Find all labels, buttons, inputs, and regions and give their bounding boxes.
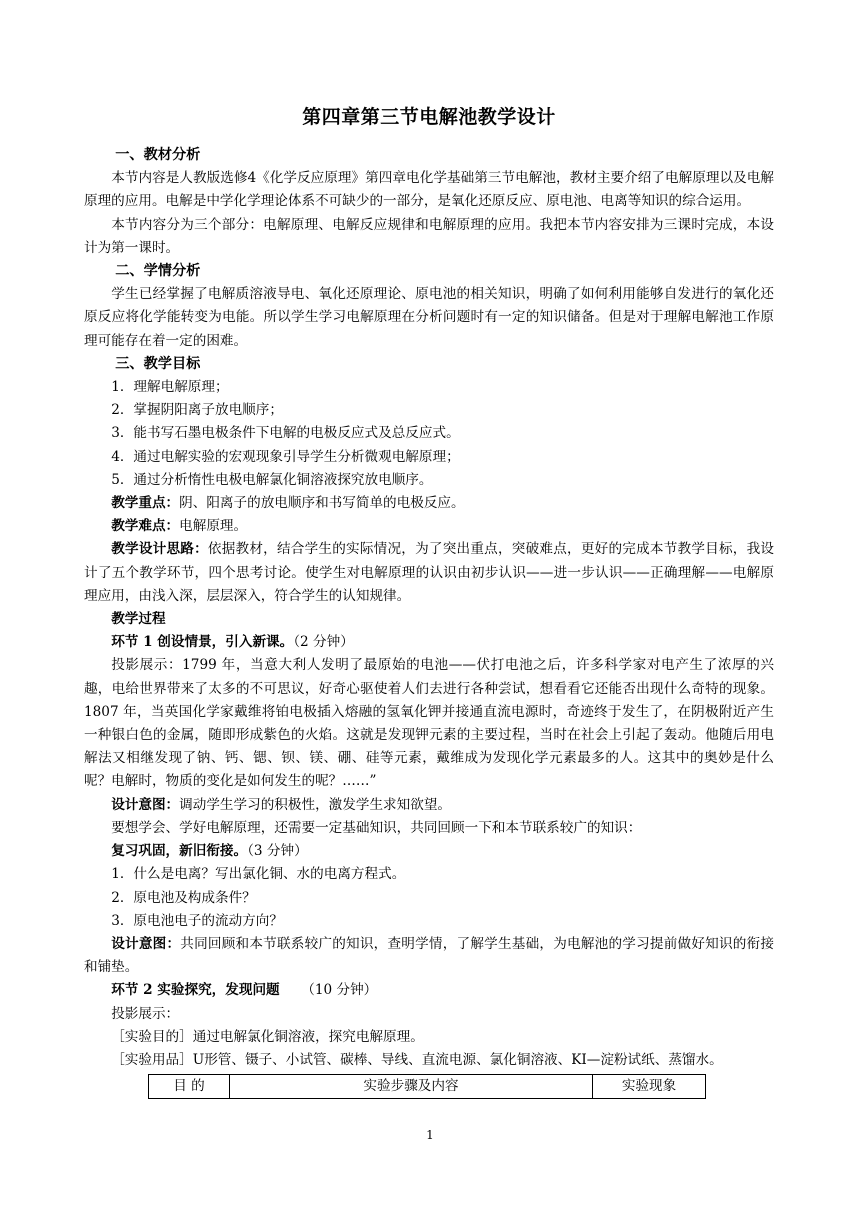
paragraph: 本节内容分为三个部分：电解原理、电解反应规律和电解原理的应用。我把本节内容安排为三课时完成，本设计为第一课时。 — [84, 216, 774, 256]
list-item: 2．原电池及构成条件？ — [111, 889, 256, 906]
review-intent — [84, 933, 774, 979]
difficulty — [84, 515, 774, 538]
link2-heading — [84, 979, 774, 1002]
difficulty-text: 电解原理。 — [179, 518, 248, 535]
review-time: （3 分钟） — [247, 843, 308, 860]
list-item: 3．能书写石墨电极条件下电解的电极反应式及总反应式。 — [111, 425, 460, 442]
review-heading — [84, 840, 774, 863]
design-idea — [84, 538, 774, 608]
process-heading: 教学过程 — [111, 611, 166, 628]
link2-label: 环节 2 实验探究，发现问题 — [111, 982, 280, 999]
list-item: 5．通过分析惰性电极电解氯化铜溶液探究放电顺序。 — [111, 471, 433, 488]
link1-label: 环节 1 创设情景，引入新课。 — [111, 634, 294, 651]
key-point-label: 教学重点： — [111, 495, 180, 512]
section-heading-learner-analysis: 二、学情分析 — [115, 263, 201, 280]
intent-label: 设计意图： — [111, 935, 181, 952]
list-item: 1．什么是电离？写出氯化铜、水的电离方程式。 — [111, 866, 406, 883]
table-header-cell: 目 的 — [149, 1075, 230, 1099]
key-point — [84, 492, 774, 515]
list-item: 3．原电池电子的流动方向？ — [111, 912, 283, 929]
page-number: 1 — [426, 1128, 434, 1142]
key-point-text: 阴、阳离子的放电顺序和书写简单的电极反应。 — [179, 495, 465, 512]
section-heading-objectives: 三、教学目标 — [115, 355, 201, 372]
page-title: 第四章第三节电解池教学设计 — [302, 106, 556, 128]
link1-intent — [84, 794, 774, 817]
design-idea-label: 教学设计思路： — [111, 541, 208, 558]
experiment-table — [148, 1074, 706, 1099]
link1-heading — [84, 631, 774, 654]
link1-time: （2 分钟） — [293, 634, 354, 651]
paragraph: 学生已经掌握了电解质溶液导电、氧化还原理论、原电池的相关知识，明确了如何利用能够自发进行的氧化还原反应将化学能转变为电能。所以学生学习电解原理在分析问题时有一定的知识储备。但是对于理解电解池工作原理可能存在着一定的困难。 — [84, 286, 774, 349]
design-idea-text: 依据教材，结合学生的实际情况，为了突出重点，突破难点，更好的完成本节教学目标，我设计了五个教学环节，四个思考讨论。使学生对电解原理的认识由初步认识——进一步认识——正确理解——电解原理应用，由浅入深，层层深入，符合学生的认知规律。 — [84, 541, 775, 604]
link1-text: 投影展示：1799 年，当意大利人发明了最原始的电池——伏打电池之后，许多科学家对电产生了浓厚的兴趣，电给世界带来了太多的不可思议，好奇心驱使着人们去进行各种尝试，想看看它还能否出现什么奇特的现象。1807 年，当英国化学家戴维将铂电极插入熔融的氢氧化钾并接通直流电源时，奇迹终于发生了，在阴极附近产生一种银白色的金属，随即形成紫色的火焰。这就是发现钾元素的主要过程，当时在社会上引起了轰动。他随后用电解法又相继发现了钠、钙、锶、钡、镁、硼、硅等元素，戴维成为发现化学元素最多的人。这其中的奥妙是什么呢？电解时，物质的变化是如何发生的呢？……” — [84, 657, 774, 790]
difficulty-label: 教学难点： — [111, 518, 180, 535]
intent-text: 共同回顾和本节联系较广的知识，查明学情，了解学生基础，为电解池的学习提前做好知识的衔接和铺垫。 — [84, 935, 775, 976]
table-header-cell: 实验现象 — [593, 1075, 706, 1099]
review-label: 复习巩固，新旧衔接。 — [111, 843, 248, 860]
section-heading-textbook-analysis: 一、教材分析 — [115, 147, 201, 163]
intent-label: 设计意图： — [111, 796, 180, 813]
table-header-row — [149, 1075, 706, 1099]
show-label: 投影展示： — [111, 1005, 180, 1022]
list-item: 4．通过电解实验的宏观现象引导学生分析微观电解原理； — [111, 448, 460, 465]
list-item: 1．理解电解原理； — [111, 379, 229, 396]
experiment-purpose: ［实验目的］通过电解氯化铜溶液，探究电解原理。 — [111, 1028, 424, 1045]
document-body — [84, 144, 774, 1099]
transition-text: 要想学会、学好电解原理，还需要一定基础知识，共同回顾一下和本节联系较广的知识： — [111, 819, 642, 836]
experiment-materials: ［实验用品］U形管、镊子、小试管、碳棒、导线、直流电源、氯化铜溶液、KI—淀粉试纸、蒸馏水。 — [111, 1051, 723, 1068]
intent-text: 调动学生学习的积极性，激发学生求知欲望。 — [179, 796, 452, 813]
paragraph: 本节内容是人教版选修4《化学反应原理》第四章电化学基础第三节电解池，教材主要介绍了电解原理以及电解原理的应用。电解是中学化学理论体系不可缺少的一部分，是氧化还原反应、原电池、电离等知识的综合运用。 — [84, 170, 774, 210]
table-header-cell: 实验步骤及内容 — [230, 1075, 593, 1099]
list-item: 2．掌握阴阳离子放电顺序； — [111, 402, 283, 419]
link2-time: （10 分钟） — [301, 982, 378, 999]
